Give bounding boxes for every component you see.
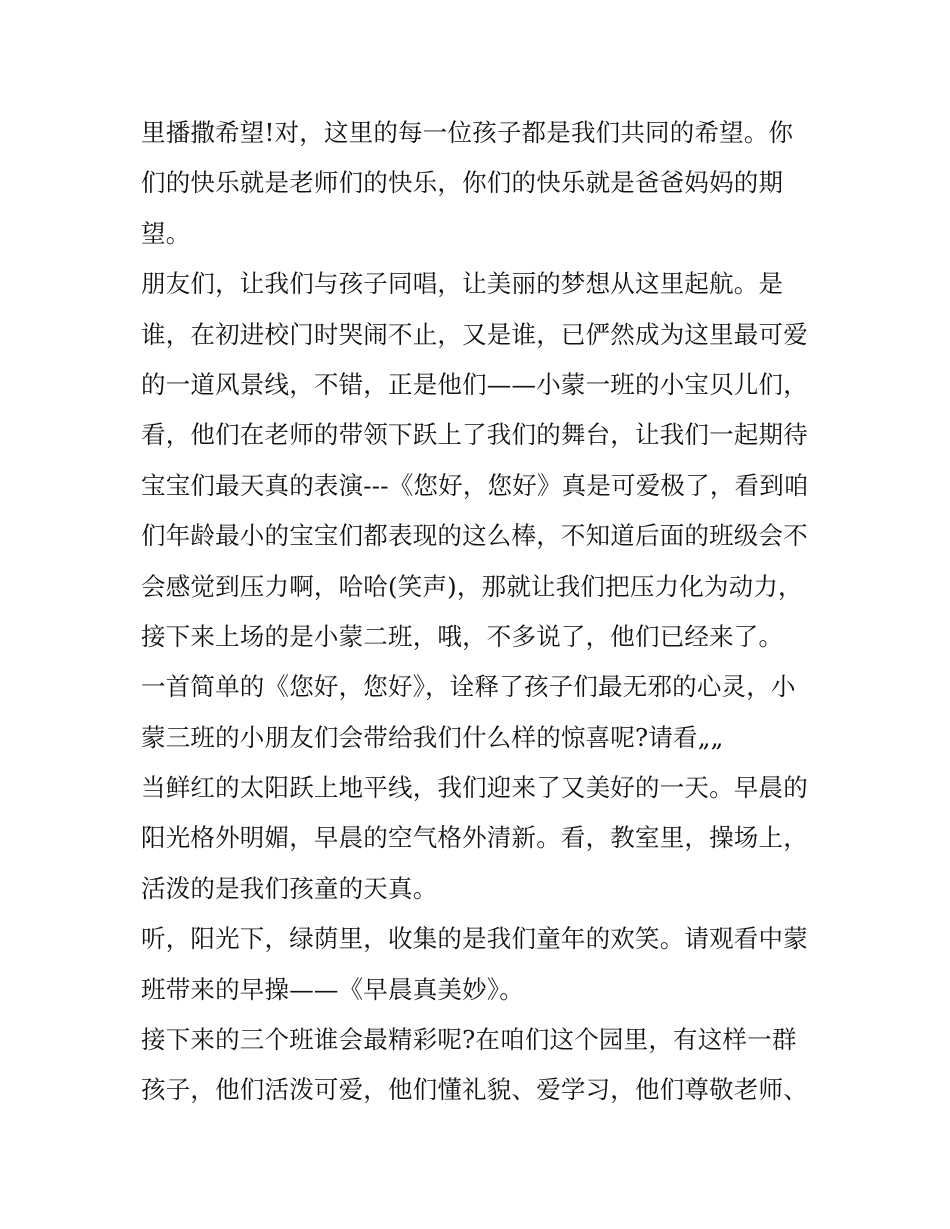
text-line-5: 谁，在初进校门时哭闹不止，又是谁，已俨然成为这里最可爱 <box>141 319 808 349</box>
text-line-17: 听，阳光下，绿荫里，收集的是我们童年的欢笑。请观看中蒙 <box>141 924 808 954</box>
text-line-11: 接下来上场的是小蒙二班，哦，不多说了，他们已经来了。 <box>141 621 784 651</box>
text-line-10: 会感觉到压力啊，哈哈(笑声)，那就让我们把压力化为动力， <box>141 571 803 601</box>
text-line-9: 们年龄最小的宝宝们都表现的这么棒，不知道后面的班级会不 <box>141 521 808 551</box>
text-line-8: 宝宝们最天真的表演---《您好，您好》真是可爱极了，看到咱 <box>141 470 809 500</box>
text-line-15: 阳光格外明媚，早晨的空气格外清新。看，教室里，操场上， <box>141 823 808 853</box>
document-body-text <box>141 108 821 1116</box>
text-line-16: 活泼的是我们孩童的天真。 <box>141 873 438 903</box>
text-line-3: 望。 <box>141 218 191 248</box>
text-line-20: 孩子，他们活泼可爱，他们懂礼貌、爱学习，他们尊敬老师、 <box>141 1075 808 1105</box>
text-line-7: 看，他们在老师的带领下跃上了我们的舞台，让我们一起期待 <box>141 420 808 450</box>
text-line-12: 一首简单的《您好，您好》，诠释了孩子们最无邪的心灵，小 <box>141 672 796 702</box>
text-line-6: 的一道风景线，不错，正是他们——小蒙一班的小宝贝儿们， <box>141 369 808 399</box>
text-line-19: 接下来的三个班谁会最精彩呢?在咱们这个园里，有这样一群 <box>141 1025 797 1055</box>
text-line-2: 们的快乐就是老师们的快乐，你们的快乐就是爸爸妈妈的期 <box>141 168 784 198</box>
text-line-18: 班带来的早操——《早晨真美妙》。 <box>141 974 524 1004</box>
text-line-13: 蒙三班的小朋友们会带给我们什么样的惊喜呢?请看„„ <box>141 722 724 752</box>
text-line-1: 里播撒希望!对，这里的每一位孩子都是我们共同的希望。你 <box>141 118 794 147</box>
text-line-4: 朋友们，让我们与孩子同唱，让美丽的梦想从这里起航。是 <box>141 269 784 299</box>
text-line-14: 当鲜红的太阳跃上地平线，我们迎来了又美好的一天。早晨的 <box>141 773 808 803</box>
